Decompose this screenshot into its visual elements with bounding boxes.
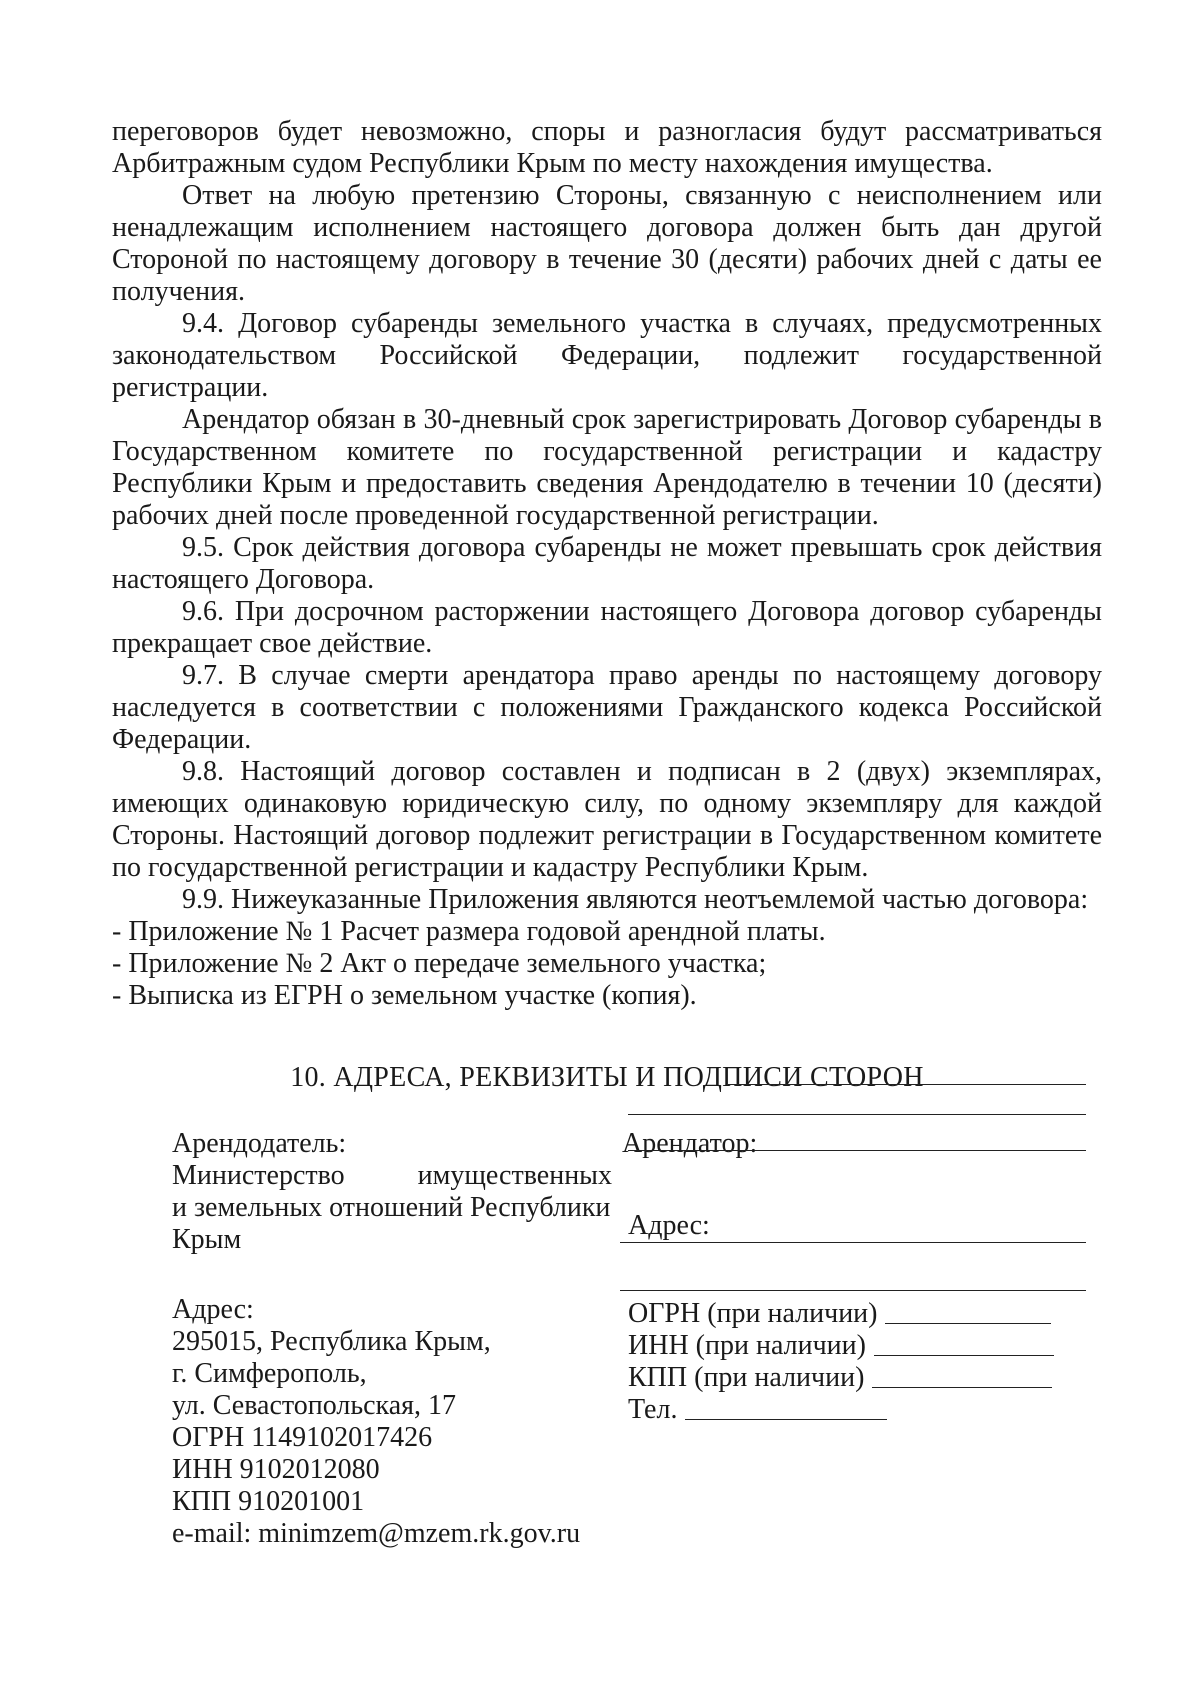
lessee-role-row (622, 1128, 1082, 1160)
lessee-tel-label: Тел. (628, 1394, 678, 1425)
lessee-codes-block (628, 1298, 1098, 1426)
lessor-name-line-3: Крым (172, 1224, 242, 1255)
paragraph-9-6: 9.6. При досрочном расторжении настоящего Договора договор субаренды прекращает свое действие. (112, 596, 1102, 659)
lessor-address-line-2: г. Симферополь, (172, 1358, 367, 1389)
paragraph-registration-duty: Арендатор обязан в 30-дневный срок зарегистрировать Договор субаренды в Государственном комитете по государственной регистрации и кадастру Республики Крым и предоставить сведения Арендодателю в течении 10 (десяти) рабочих дней после проведенной государственной регистрации. (112, 404, 1102, 531)
paragraph-9-8: 9.8. Настоящий договор составлен и подписан в 2 (двух) экземплярах, имеющих одинаковую юридическую силу, по одному экземпляру для каждой Стороны. Настоящий договор подлежит регистрации в Государственном комитете по государственной регистрации и кадастру Республики Крым. (112, 756, 1102, 883)
lessor-details (172, 1128, 612, 1550)
paragraph-9-9: 9.9. Нижеуказанные Приложения являются неотъемлемой частью договора: (182, 884, 1089, 915)
lessee-ogrn-row (628, 1298, 1098, 1330)
paragraph-9-4: 9.4. Договор субаренды земельного участка в случаях, предусмотренных законодательством Российской Федерации, подлежит государственной регистрации. (112, 308, 1102, 403)
lessee-name-line-3 (628, 1150, 1086, 1151)
lessee-address-label: Адрес: (628, 1210, 710, 1241)
lessee-role: Арендатор: (622, 1128, 758, 1159)
lessor-ogrn: ОГРН 1149102017426 (172, 1422, 433, 1453)
lessee-tel-row (628, 1394, 1098, 1426)
lessee-kpp-blank (872, 1387, 1052, 1388)
lessor-name-word-1: Министерство (172, 1160, 345, 1191)
lessee-address-line-1 (620, 1242, 1086, 1243)
lessor-address-line-3: ул. Севастопольская, 17 (172, 1390, 457, 1421)
lessor-inn: ИНН 9102012080 (172, 1454, 380, 1485)
lessee-details (622, 1128, 1082, 1160)
list-item-egrn-extract: - Выписка из ЕГРН о земельном участке (копия). (112, 980, 697, 1011)
lessor-address-line-1: 295015, Республика Крым, (172, 1326, 491, 1357)
lessee-ogrn-label: ОГРН (при наличии) (628, 1298, 878, 1329)
lessee-kpp-row (628, 1362, 1098, 1394)
lessor-email: e-mail: minimzem@mzem.rk.gov.ru (172, 1518, 581, 1549)
lessee-name-line-1 (728, 1084, 1086, 1085)
paragraph-claim-response: Ответ на любую претензию Стороны, связанную с неисполнением или ненадлежащим исполнением настоящего договора должен быть дан другой Стороной по настоящему договору в течение 30 (десяти) рабочих дней с даты ее получения. (112, 180, 1102, 307)
lessee-address-block (628, 1210, 1088, 1242)
lessee-kpp-label: КПП (при наличии) (628, 1362, 865, 1393)
lessor-name-word-2: имущественных (417, 1160, 612, 1191)
contract-body (112, 116, 1102, 1012)
lessor-address-label: Адрес: (172, 1294, 254, 1325)
lessor-name-line-2: и земельных отношений Республики (172, 1192, 611, 1223)
lessee-inn-row (628, 1330, 1098, 1362)
lessor-role: Арендодатель: (172, 1128, 347, 1159)
paragraph-continuation: переговоров будет невозможно, споры и разногласия будут рассматриваться Арбитражным судом Республики Крым по месту нахождения имущества. (112, 116, 1102, 179)
lessee-inn-label: ИНН (при наличии) (628, 1330, 866, 1361)
lessee-address-line-2 (620, 1290, 1086, 1291)
list-item-appendix-2: - Приложение № 2 Акт о передаче земельного участка; (112, 948, 767, 979)
lessee-inn-blank (874, 1355, 1054, 1356)
lessor-kpp: КПП 910201001 (172, 1486, 365, 1517)
lessee-ogrn-blank (885, 1323, 1051, 1324)
paragraph-9-7: 9.7. В случае смерти арендатора право аренды по настоящему договору наследуется в соответствии с положениями Гражданского кодекса Российской Федерации. (112, 660, 1102, 755)
lessee-name-line-2 (628, 1114, 1086, 1115)
lessor-name-line-1 (172, 1160, 612, 1192)
list-item-appendix-1: - Приложение № 1 Расчет размера годовой арендной платы. (112, 916, 826, 947)
section-title: 10. АДРЕСА, РЕКВИЗИТЫ И ПОДПИСИ СТОРОН (290, 1062, 924, 1093)
lessee-tel-blank (685, 1419, 887, 1420)
paragraph-9-5: 9.5. Срок действия договора субаренды не может превышать срок действия настоящего Договора. (112, 532, 1102, 595)
